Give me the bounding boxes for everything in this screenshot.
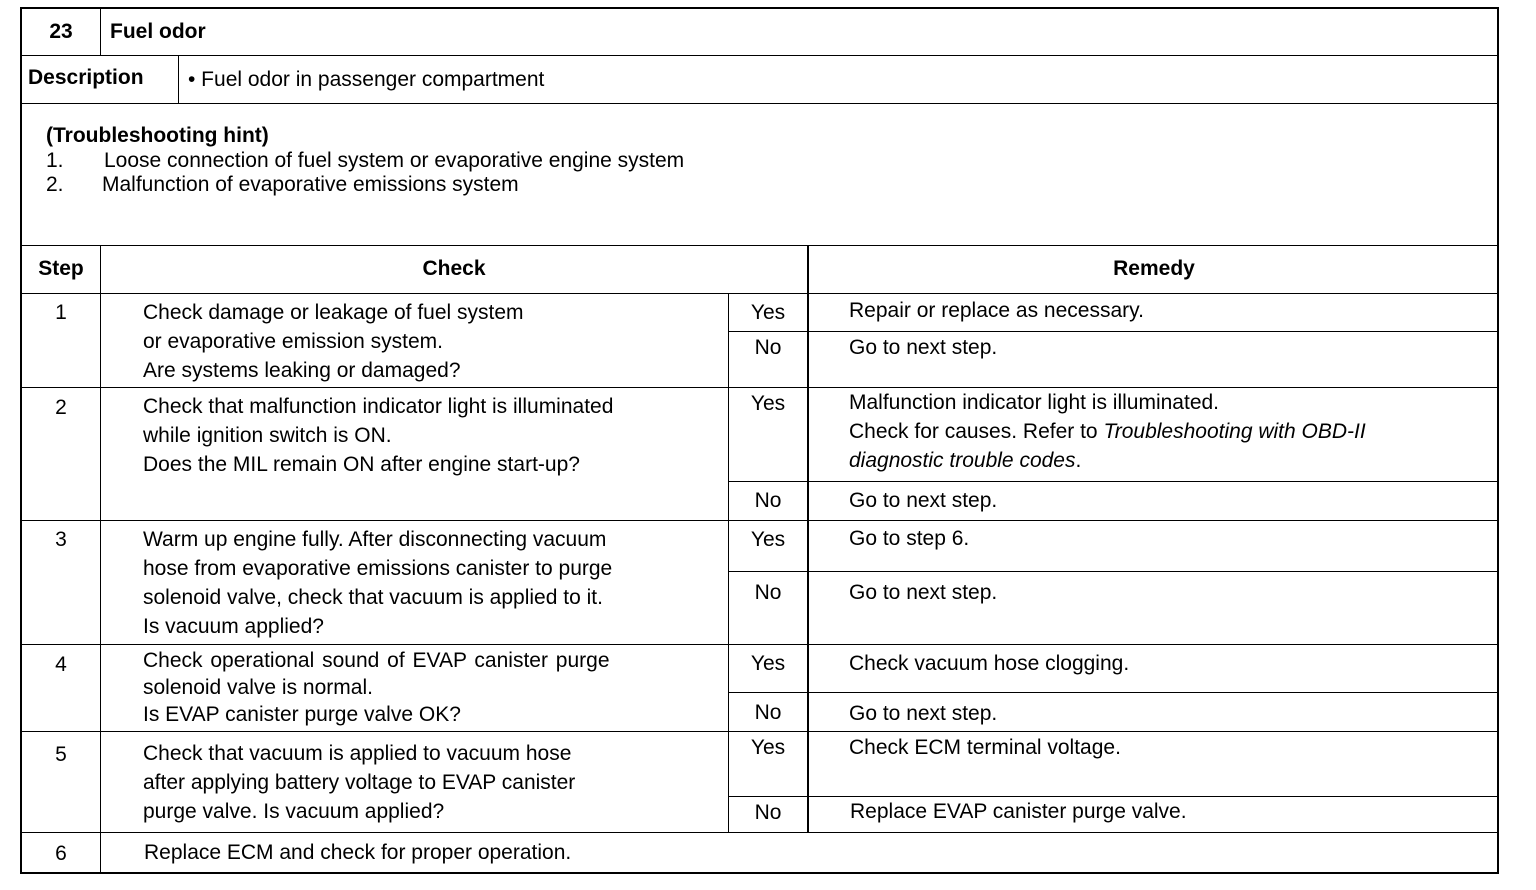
divider-step-column xyxy=(100,245,101,874)
step-number: 3 xyxy=(55,528,67,551)
yes-label: Yes xyxy=(750,528,786,551)
step-number: 4 xyxy=(55,653,67,676)
no-remedy: Go to next step. xyxy=(849,489,998,512)
no-remedy: Go to next step. xyxy=(849,581,998,604)
column-header-remedy: Remedy xyxy=(1113,257,1195,280)
divider-yes-no-4 xyxy=(728,692,1499,693)
section-number: 23 xyxy=(49,20,73,43)
check-line: Check that vacuum is applied to vacuum hose xyxy=(143,742,572,765)
check-text: Replace ECM and check for proper operation. xyxy=(144,841,572,864)
yes-label: Yes xyxy=(750,392,786,415)
no-label: No xyxy=(754,581,782,604)
divider-header xyxy=(20,55,1499,56)
no-label: No xyxy=(754,801,782,824)
troubleshooting-hint xyxy=(46,123,684,197)
check-line: Warm up engine fully. After disconnecting vacuum xyxy=(143,528,607,551)
step-number: 6 xyxy=(55,842,67,865)
no-remedy: Replace EVAP canister purge valve. xyxy=(850,800,1187,823)
remedy-text: . xyxy=(1075,449,1082,472)
divider-step-4 xyxy=(20,731,1499,732)
check-line: solenoid valve is normal. xyxy=(143,676,373,699)
description-text: • Fuel odor in passenger compartment xyxy=(188,68,545,91)
divider-step-3 xyxy=(20,644,1499,645)
check-line: Does the MIL remain ON after engine start-up? xyxy=(143,453,580,476)
check-line: or evaporative emission system. xyxy=(143,330,443,353)
page-title: Fuel odor xyxy=(110,20,206,43)
hint-item xyxy=(46,149,684,173)
hint-title: (Troubleshooting hint) xyxy=(46,124,269,147)
check-text xyxy=(143,739,575,826)
divider-remedy-column xyxy=(807,245,809,832)
yes-remedy: Check vacuum hose clogging. xyxy=(849,652,1130,675)
hint-item-number: 1. xyxy=(46,149,64,172)
remedy-reference: Troubleshooting with OBD-II xyxy=(1103,420,1366,443)
yes-label: Yes xyxy=(750,301,786,324)
hint-item-text: Malfunction of evaporative emissions system xyxy=(102,173,519,196)
no-remedy: Go to next step. xyxy=(849,336,998,359)
divider-column-header xyxy=(20,293,1499,294)
step-number: 2 xyxy=(55,396,67,419)
check-line: while ignition switch is ON. xyxy=(143,424,392,447)
check-line: solenoid valve, check that vacuum is applied to it. xyxy=(143,586,603,609)
divider-yes-no-1 xyxy=(728,331,1499,332)
remedy-line xyxy=(849,446,1366,475)
remedy-line xyxy=(849,417,1366,446)
divider-number xyxy=(100,7,101,55)
check-line: Are systems leaking or damaged? xyxy=(143,359,461,382)
column-header-check: Check xyxy=(422,257,486,280)
check-line: Is EVAP canister purge valve OK? xyxy=(143,703,461,726)
yes-remedy: Check ECM terminal voltage. xyxy=(849,736,1121,759)
divider-yes-no-3 xyxy=(728,571,1499,572)
yes-label: Yes xyxy=(750,736,786,759)
check-line: Check operational sound of EVAP canister purge xyxy=(143,649,610,672)
divider-hint xyxy=(20,245,1499,246)
remedy-line: Malfunction indicator light is illuminated. xyxy=(849,391,1220,414)
hint-item-text: Loose connection of fuel system or evaporative engine system xyxy=(104,149,685,172)
check-text xyxy=(143,298,524,385)
divider-description-label xyxy=(178,55,179,103)
check-line: purge valve. Is vacuum applied? xyxy=(143,800,445,823)
divider-yes-no-2 xyxy=(728,481,1499,482)
check-line: Is vacuum applied? xyxy=(143,615,324,638)
remedy-text: Check for causes. Refer to xyxy=(849,420,1104,443)
no-remedy: Go to next step. xyxy=(849,702,998,725)
check-text xyxy=(143,392,613,479)
divider-step-5 xyxy=(20,832,1499,833)
description-label: Description xyxy=(28,66,144,89)
yes-label: Yes xyxy=(750,652,786,675)
check-text xyxy=(143,525,612,641)
check-line: hose from evaporative emissions canister to purge xyxy=(143,557,613,580)
yes-remedy xyxy=(849,388,1366,475)
hint-item xyxy=(46,173,684,197)
check-line: Check that malfunction indicator light is illuminated xyxy=(143,395,614,418)
yes-remedy: Repair or replace as necessary. xyxy=(849,299,1144,322)
check-line: Check damage or leakage of fuel system xyxy=(143,301,524,324)
column-header-step: Step xyxy=(38,257,84,280)
yes-remedy: Go to step 6. xyxy=(849,527,970,550)
check-line: after applying battery voltage to EVAP canister xyxy=(143,771,576,794)
no-label: No xyxy=(754,489,782,512)
no-label: No xyxy=(754,336,782,359)
no-label: No xyxy=(754,701,782,724)
remedy-reference: diagnostic trouble codes xyxy=(849,449,1076,472)
check-text xyxy=(143,647,610,728)
hint-item-number: 2. xyxy=(46,173,64,196)
step-number: 1 xyxy=(55,301,67,324)
divider-step-2 xyxy=(20,520,1499,521)
step-number: 5 xyxy=(55,743,67,766)
divider-description xyxy=(20,103,1499,104)
